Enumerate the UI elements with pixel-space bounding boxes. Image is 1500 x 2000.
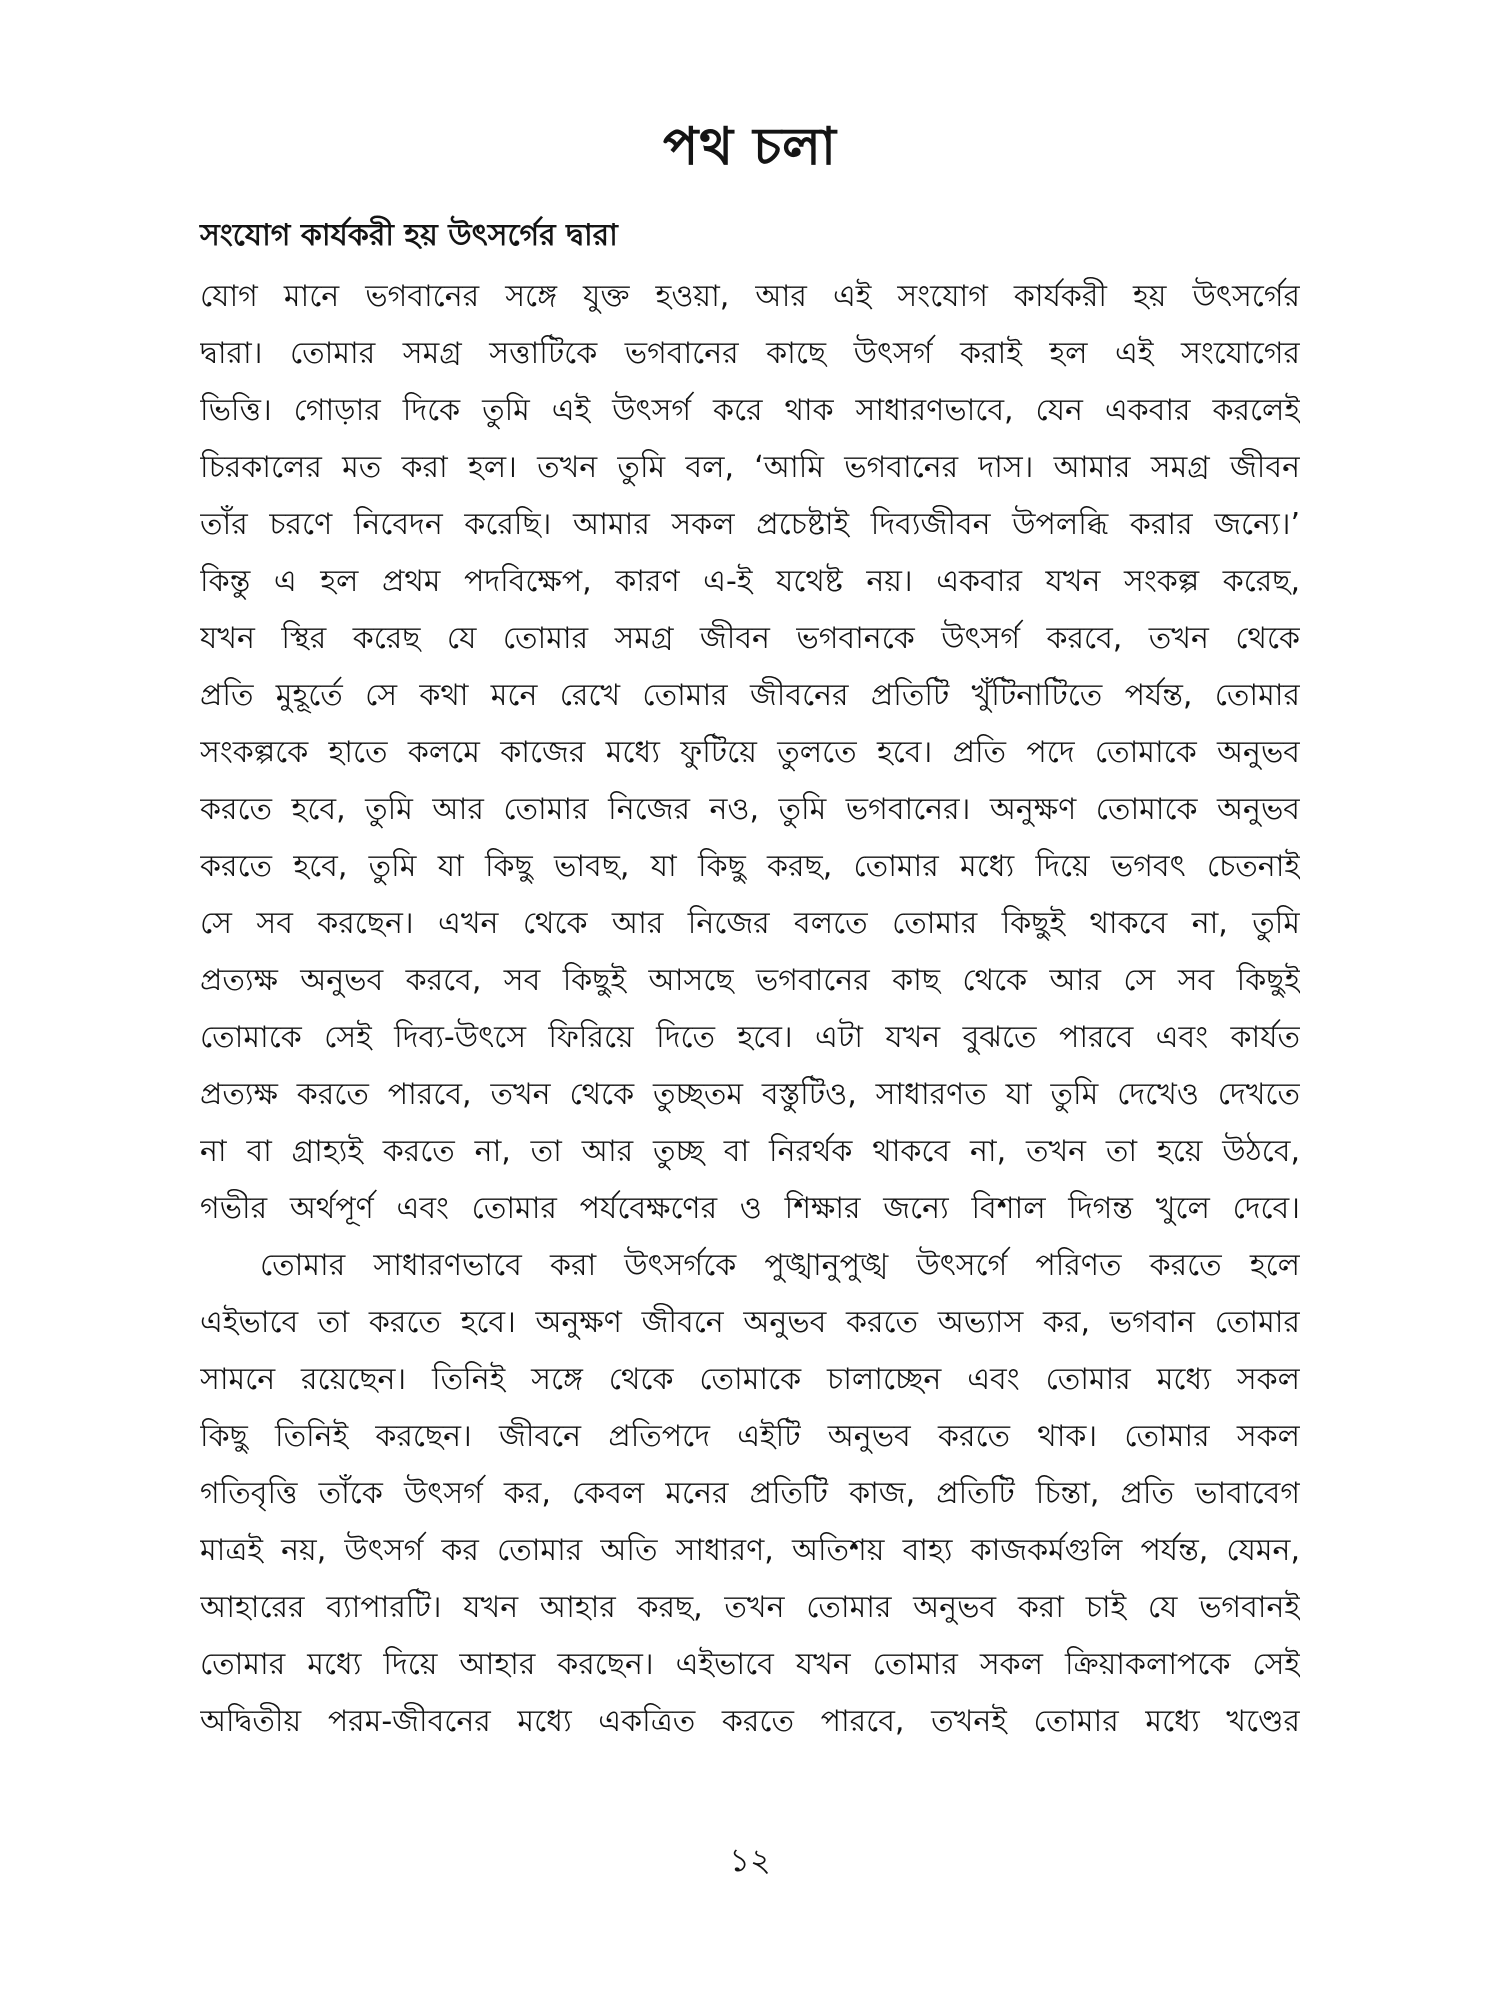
- text-line: তাঁর চরণে নিবেদন করেছি। আমার সকল প্রচেষ্টাই দিব্যজীবন উপলব্ধি করার জন্যে।’: [200, 507, 1300, 542]
- text-line: মাত্রই নয়, উৎসর্গ কর তোমার অতি সাধারণ, অতিশয় বাহ্য কাজকর্মগুলি পর্যন্ত, যেমন,: [200, 1533, 1300, 1568]
- page-title: পথ চলা: [663, 117, 837, 177]
- text-line: যখন স্থির করেছ যে তোমার সমগ্র জীবন ভগবানকে উৎসর্গ করবে, তখন থেকে: [200, 621, 1300, 656]
- text-line: করতে হবে, তুমি যা কিছু ভাবছ, যা কিছু করছ, তোমার মধ্যে দিয়ে ভগবৎ চেতনাই: [200, 849, 1300, 884]
- text-line: গভীর অর্থপূর্ণ এবং তোমার পর্যবেক্ষণের ও শিক্ষার জন্যে বিশাল দিগন্ত খুলে দেবে।: [200, 1191, 1300, 1226]
- text-line: না বা গ্রাহ্যই করতে না, তা আর তুচ্ছ বা নিরর্থক থাকবে না, তখন তা হয়ে উঠবে,: [200, 1134, 1300, 1169]
- section-heading: সংযোগ কার্যকরী হয় উৎসর্গের দ্বারা: [200, 218, 618, 253]
- page-number: ১২: [729, 1841, 771, 1879]
- text-line: ভিত্তি। গোড়ার দিকে তুমি এই উৎসর্গ করে থাক সাধারণভাবে, যেন একবার করলেই: [200, 393, 1300, 428]
- text-line: চিরকালের মত করা হল। তখন তুমি বল, ‘আমি ভগবানের দাস। আমার সমগ্র জীবন: [200, 450, 1300, 485]
- body-text: [200, 268, 1300, 1750]
- text-line: তোমাকে সেই দিব্য-উৎসে ফিরিয়ে দিতে হবে। এটা যখন বুঝতে পারবে এবং কার্যত: [200, 1020, 1300, 1055]
- text-line: প্রত্যক্ষ করতে পারবে, তখন থেকে তুচ্ছতম বস্তুটিও, সাধারণত যা তুমি দেখেও দেখতে: [200, 1077, 1300, 1112]
- text-line: আহারের ব্যাপারটি। যখন আহার করছ, তখন তোমার অনুভব করা চাই যে ভগবানই: [200, 1590, 1300, 1625]
- text-line: অদ্বিতীয় পরম-জীবনের মধ্যে একত্রিত করতে পারবে, তখনই তোমার মধ্যে খণ্ডের: [200, 1704, 1300, 1739]
- text-line: যোগ মানে ভগবানের সঙ্গে যুক্ত হওয়া, আর এই সংযোগ কার্যকরী হয় উৎসর্গের: [200, 279, 1300, 314]
- text-line: করতে হবে, তুমি আর তোমার নিজের নও, তুমি ভগবানের। অনুক্ষণ তোমাকে অনুভব: [200, 792, 1300, 827]
- text-line: এইভাবে তা করতে হবে। অনুক্ষণ জীবনে অনুভব করতে অভ্যাস কর, ভগবান তোমার: [200, 1305, 1300, 1340]
- text-line: সামনে রয়েছেন। তিনিই সঙ্গে থেকে তোমাকে চালাচ্ছেন এবং তোমার মধ্যে সকল: [200, 1362, 1300, 1397]
- text-line: দ্বারা। তোমার সমগ্র সত্তাটিকে ভগবানের কাছে উৎসর্গ করাই হল এই সংযোগের: [200, 336, 1300, 371]
- text-line: তোমার সাধারণভাবে করা উৎসর্গকে পুঙ্খানুপুঙ্খ উৎসর্গে পরিণত করতে হলে: [260, 1248, 1300, 1283]
- text-line: প্রতি মুহূর্তে সে কথা মনে রেখে তোমার জীবনের প্রতিটি খুঁটিনাটিতে পর্যন্ত, তোমার: [200, 678, 1300, 713]
- text-line: সংকল্পকে হাতে কলমে কাজের মধ্যে ফুটিয়ে তুলতে হবে। প্রতি পদে তোমাকে অনুভব: [200, 735, 1300, 770]
- text-line: প্রত্যক্ষ অনুভব করবে, সব কিছুই আসছে ভগবানের কাছ থেকে আর সে সব কিছুই: [200, 963, 1300, 998]
- text-line: কিন্তু এ হল প্রথম পদবিক্ষেপ, কারণ এ-ই যথেষ্ট নয়। একবার যখন সংকল্প করেছ,: [200, 564, 1300, 599]
- text-line: গতিবৃত্তি তাঁকে উৎসর্গ কর, কেবল মনের প্রতিটি কাজ, প্রতিটি চিন্তা, প্রতি ভাবাবেগ: [200, 1476, 1300, 1511]
- text-line: কিছু তিনিই করছেন। জীবনে প্রতিপদে এইটি অনুভব করতে থাক। তোমার সকল: [200, 1419, 1300, 1454]
- text-line: তোমার মধ্যে দিয়ে আহার করছেন। এইভাবে যখন তোমার সকল ক্রিয়াকলাপকে সেই: [200, 1647, 1300, 1682]
- text-line: সে সব করছেন। এখন থেকে আর নিজের বলতে তোমার কিছুই থাকবে না, তুমি: [200, 906, 1300, 941]
